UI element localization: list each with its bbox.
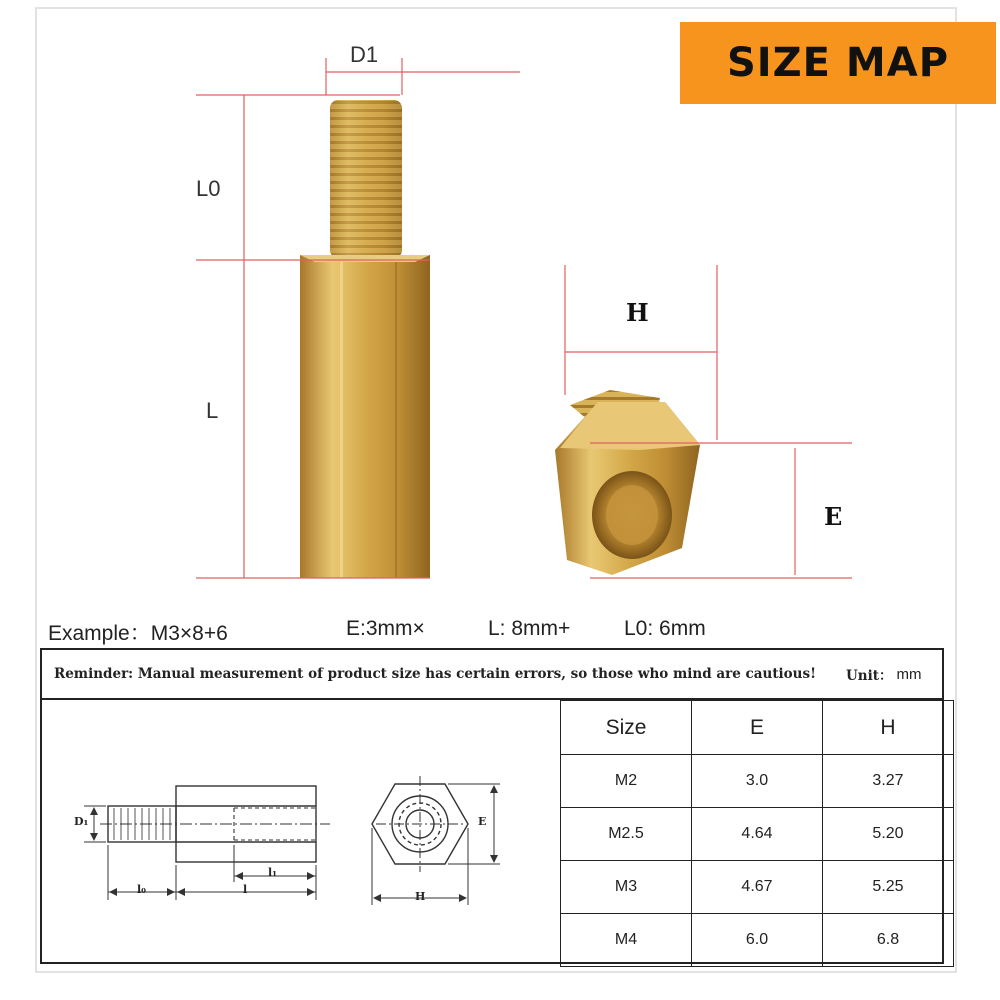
table-cell: 6.0 bbox=[692, 914, 823, 967]
label-d1: D1 bbox=[350, 42, 379, 67]
table-cell: M2 bbox=[561, 755, 692, 808]
example-l0: L0: 6mm bbox=[624, 617, 706, 640]
label-e: E bbox=[824, 502, 843, 531]
standoff-side-photo bbox=[300, 100, 430, 578]
drawing-label-l: l bbox=[243, 883, 248, 896]
drawing-label-l1: l₁ bbox=[268, 866, 277, 879]
label-h: H bbox=[626, 298, 649, 327]
drawing-label-h: H bbox=[415, 890, 426, 903]
table-cell: 5.25 bbox=[823, 861, 954, 914]
label-l: L bbox=[206, 398, 219, 423]
table-row bbox=[561, 914, 954, 967]
unit-label: Unit： bbox=[846, 668, 893, 684]
example-prefix: Example：M3×8+6 bbox=[48, 622, 228, 645]
table-cell: 3.0 bbox=[692, 755, 823, 808]
table-cell: 6.8 bbox=[823, 914, 954, 967]
standoff-end-photo bbox=[555, 390, 700, 575]
table-cell: 4.64 bbox=[692, 808, 823, 861]
table-header: Size bbox=[561, 701, 692, 755]
reminder-text: Reminder: Manual measurement of product size has certain errors, so those who mind are cautious! bbox=[54, 666, 817, 682]
table-row bbox=[561, 755, 954, 808]
label-l0: L0 bbox=[196, 176, 221, 201]
size-map-title: SIZE MAP bbox=[726, 40, 950, 86]
drawing-label-e: E bbox=[478, 815, 487, 828]
table-cell: 5.20 bbox=[823, 808, 954, 861]
table-header: H bbox=[823, 701, 954, 755]
size-map-badge bbox=[680, 22, 996, 104]
unit-value: mm bbox=[896, 665, 922, 683]
table-header-row bbox=[561, 701, 954, 755]
drawing-label-d1: D₁ bbox=[74, 815, 89, 828]
table-cell: M2.5 bbox=[561, 808, 692, 861]
reminder-bar bbox=[40, 648, 944, 700]
table-cell: M4 bbox=[561, 914, 692, 967]
example-l: L: 8mm+ bbox=[488, 617, 571, 640]
table-cell: 3.27 bbox=[823, 755, 954, 808]
table-cell: 4.67 bbox=[692, 861, 823, 914]
table-row bbox=[561, 861, 954, 914]
table-row bbox=[561, 808, 954, 861]
drawing-label-l0: l₀ bbox=[137, 883, 146, 896]
example-e: E:3mm× bbox=[346, 617, 425, 640]
table-header: E bbox=[692, 701, 823, 755]
size-table bbox=[560, 700, 954, 967]
table-cell: M3 bbox=[561, 861, 692, 914]
